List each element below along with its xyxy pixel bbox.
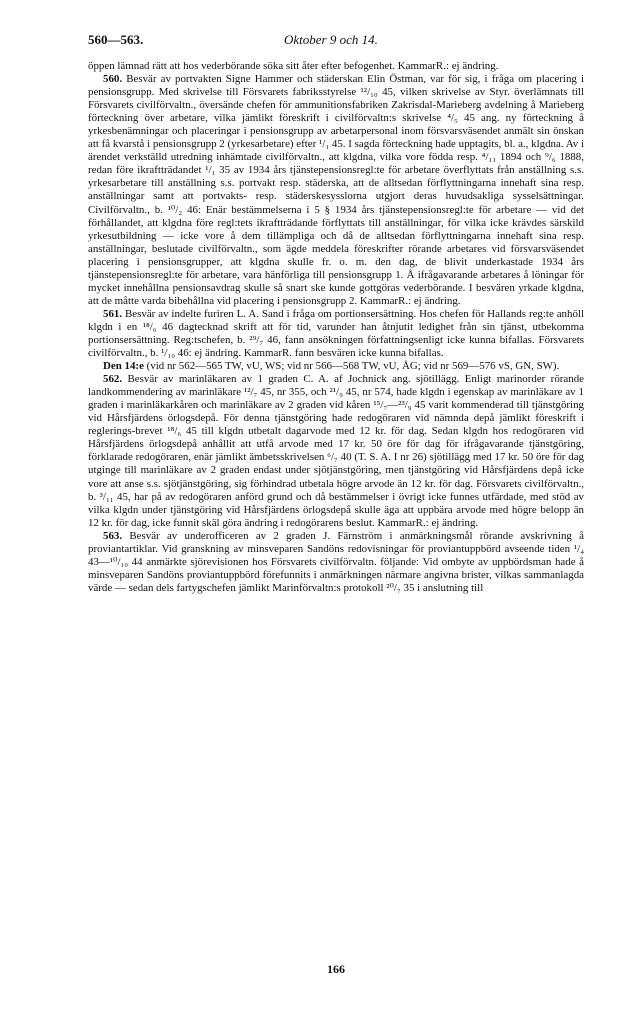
document-page: [88, 32, 585, 976]
paragraph-text: öppen lämnad rätt att hos vederbörande söka sitt åter efter befogenhet. KammarR.: ej ändring.: [88, 60, 499, 72]
paragraph-562: [88, 373, 584, 530]
paragraph-text: Besvär av portvakten Signe Hammer och städerskan Elin Östman, var för sig, i fråga om placering i pensionsgrupp. Med skrivelse till Försvarets fabriksstyrelse ¹²/₁₀ 45, vilken skrivelse av Styr. överlämnats till Försvarets civilförvaltn., översände chefen för ammunitionsfabriken Zakrisdal-Marieberg avdelning å Marieberg förteckning över arbetare, vilka jämlikt föreskrift i civilförvaltn:s skrivelse ⁴/₅ 45 ang. ny förteckning å yrkesbenämningar och placeringar i pensionsgrupp av arbetarpersonal inom försvarsväsendet anmält sin önskan att få kvarstå i pensionsgrupp 2 (yrkesarbetare) efter ¹/₁ 45. I sagda förteckning hade upptagits, bl. a., klgdna. Av i ärendet verkställd utredning inhämtade civilförvaltn., att klgdna, vilka vore födda resp. ⁴/₁₁ 1894 och ⁹/₆ 1888, redan före ikraftträdandet ¹/₁ 35 av 1934 års tjänstepensionsregl:te för arbetare överflyttats från anställning s.s. yrkesarbetare till anställning s.s. portvakt resp. städerska, att de alltsedan förflyttningarna innehaft sina resp. anställningar samt att portvakts- resp. städerskesysslorna utgjort deras huvudsakliga sysselsättningar. Civilförvaltn., b. ¹⁰/₂ 46: Enär bestämmelserna i 5 § 1934 års tjänstepensionsregl:te för arbetare — vid det förhållandet, att klgdna före regl:tets ikraftträdande förflyttats till anställningar, för vilka icke krävdes särskild yrkesutbildning — icke vore å dem tillämpliga och då de alltsedan förflyttningarna innehaft sina resp. anställningar, beslutade civilförvaltn., som ägde meddela föreskrifter rörande arbetares vid försvarsväsendet placering i pensionsgrupper, att klgdna skulle fr. o. m. den dag, de blivit underkastade 1934 års tjänstepensionsregl:te för arbetare, vara hänförliga till pensionsgrupp 1. Å ifrågavarande arbetares å löningar för mycket innehållna pensionsavdrag skulle så snart ske kunde gottgöras vederbörande. I besvären yrkade klgdna, att de måtte varda bibehållna vid placering i pensionsgrupp 2. KammarR.: ej ändring.: [88, 73, 584, 307]
body-text: [88, 60, 584, 595]
case-number: 563.: [103, 529, 123, 542]
paragraph-text: (vid nr 562—565 TW, vU, WS; vid nr 566—568 TW, vU, ÅG; vid nr 569—576 vS, GN, SW).: [146, 360, 560, 373]
paragraph-text: Besvär av indelte furiren L. A. Sand i fråga om portionsersättning. Hos chefen för Hallands reg:te anhöll klgdn i en ¹⁸/₆ 46 dagtecknad skrift att för tid, varunder han åtnjutit ledighet från sin tjänst, utbekomma portionsersättning. Reg:tschefen, b. ²⁹/₇ 46, fann ansökningen författningsenligt icke kunna bifallas. Försvarets civilförvaltn., b. ¹/₁₀ 46: ej ändring. KammarR. fann besvären icke kunna bifallas.: [88, 307, 584, 360]
paragraph-session-date: [88, 360, 584, 373]
header-case-range: 560—563.: [88, 32, 144, 47]
paragraph-continuation: [88, 60, 584, 73]
paragraph-text: Besvär av marinläkaren av 1 graden C. A. af Jochnick ang. sjötillägg. Enligt marinorder rörande landkommendering av marinläkare ¹²/₇ 45, nr 355, och ²¹/₉ 45, nr 574, hade klgdn i egenskap av marinläkare av 1 graden i marinläkarkåren och marinläkare av 2 graden vid kåren ¹⁵/₇—²³/₉ 45 varit kommenderad till tjänstgöring vid Hårsfjärdens örlogsdepå. För denna tjänstgöring hade redogöraren vid nämnda depå jämlikt föreskrift i reglerings-brevet ¹⁸/₆ 45 till klgdn utbetalt dagarvode med 12 kr. för dag. Sedan klgdn hos redogöraren vid Hårsfjärdens örlogsdepå anhållit att utfå arvode med 17 kr. 50 öre för dag för ifrågavarande tjänstgöring, förklarade redogöraren, enär jämlikt ämbetsskrivelsen ⁶/₇ 40 (T. S. A. I nr 26) sjötillägg med 17 kr. 50 öre för dag utginge till marinläkare av 2 graden endast under sjötjänstgöring, men tjänstgöring vid Hårsfjärdens depå icke vore att anse s.s. sjötjänstgöring, sig förhindrad utbetala högre arvode än 12 kr. för dag. Försvarets civilförvaltn., b. ³/₁₁ 45, har på av redogöraren anförd grund och då bestämmelser i övrigt icke funnes utfärdade, med stöd av vilka klgdn under tjänstgöring vid Hårsfjärdens örlogsdepå skulle äga att uppbära arvode med högre belopp än 12 kr. för dag, icke funnit skäl göra ändring i redogörarens beslut. KammarR.: ej ändring.: [88, 373, 585, 529]
paragraph-560: [88, 73, 584, 308]
header-date: Oktober 9 och 14.: [284, 32, 378, 47]
paragraph-563: [88, 530, 584, 595]
running-header: [88, 32, 584, 50]
page-number: 166: [327, 962, 345, 976]
case-number: 562.: [103, 373, 123, 386]
case-number: 561.: [103, 307, 123, 320]
case-number: 560.: [103, 73, 123, 86]
paragraph-561: [88, 308, 584, 360]
session-date: Den 14:e: [103, 360, 144, 373]
paragraph-text: Besvär av underofficeren av 2 graden J. Färnström i anmärkningsmål rörande avskrivning å proviantartiklar. Vid granskning av minsveparen Sandöns redovisningar för proviantuppbörd avseende tiden ¹/₄ 43—¹⁰/₁₀ 44 anmärkte sjörevisionen hos Försvarets civilförvaltn. följande: Vid ombyte av uppbördsman hade å minsveparen Sandöns proviantuppbörd förefunnits i anmärkningen närmare angivna brister, vilkas sammanlagda värde — sedan dels fartygschefen jämlikt Marinförvaltn:s protokoll ²⁰/₇ 35 i anslutning till: [88, 529, 585, 594]
